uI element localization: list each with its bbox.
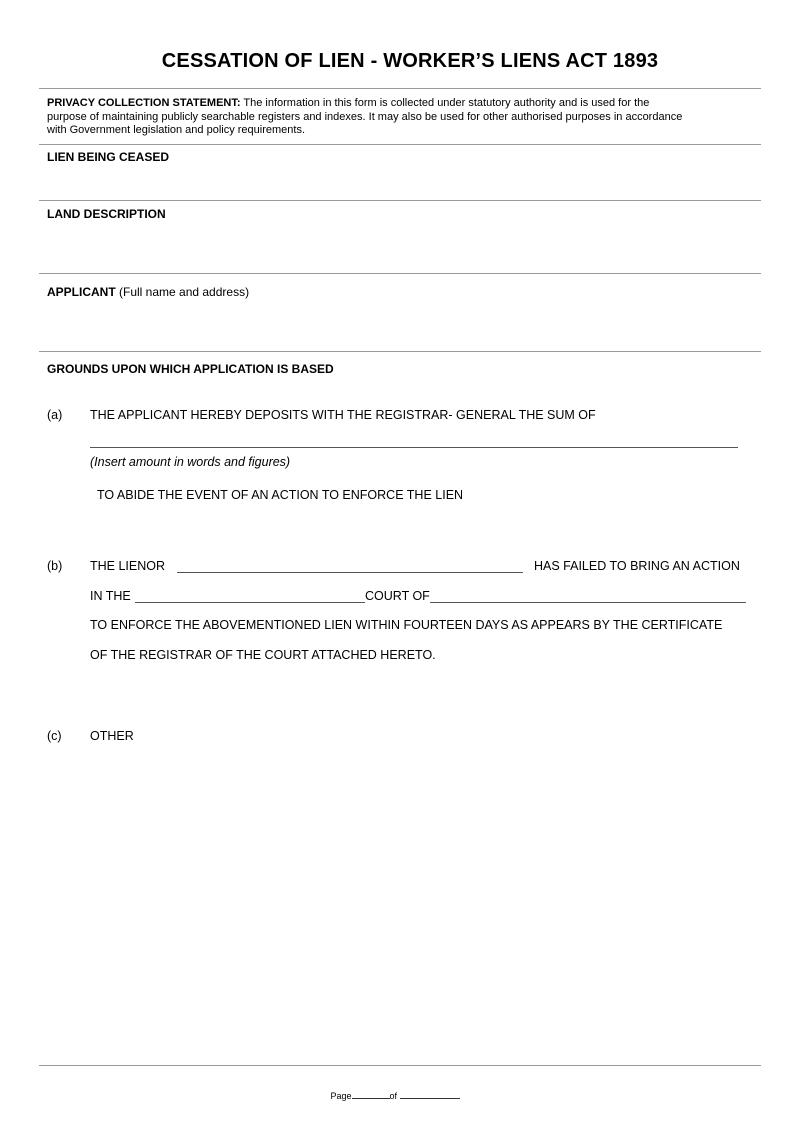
privacy-text-2: purpose of maintaining publicly searchable registers and indexes. It may also be used for other authorised purposes in accordance [47, 110, 683, 123]
page-number [0, 1087, 790, 1101]
lienor-name-field[interactable] [177, 572, 523, 573]
in-the-label: IN THE [90, 589, 131, 603]
other-label: OTHER [90, 729, 134, 743]
applicant-field[interactable] [39, 300, 761, 348]
privacy-statement [47, 97, 757, 138]
clause-b-text-3: TO ENFORCE THE ABOVEMENTIONED LIEN WITHIN FOURTEEN DAYS AS APPEARS BY THE CERTIFICATE [90, 618, 723, 632]
applicant-heading: APPLICANT [47, 285, 116, 299]
page-title: CESSATION OF LIEN - WORKER’S LIENS ACT 1893 [161, 50, 659, 72]
amount-hint: (Insert amount in words and figures) [90, 455, 291, 469]
privacy-text-3: with Government legislation and policy requirements. [47, 124, 306, 136]
deposit-amount-field[interactable] [90, 447, 738, 448]
clause-b-text-4: OF THE REGISTRAR OF THE COURT ATTACHED HERETO. [90, 648, 436, 662]
clause-a-text-2: TO ABIDE THE EVENT OF AN ACTION TO ENFORCE THE LIEN [97, 488, 464, 502]
applicant-label [47, 285, 249, 299]
land-description-label: LAND DESCRIPTION [47, 207, 166, 221]
court-of-label: COURT OF [365, 589, 430, 603]
clause-c-marker: (c) [47, 729, 62, 743]
applicant-note: (Full name and address) [115, 285, 250, 299]
total-pages-field[interactable] [400, 1087, 460, 1099]
lien-being-ceased-label: LIEN BEING CEASED [47, 150, 170, 164]
lienor-label: THE LIENOR [90, 559, 166, 573]
privacy-heading: PRIVACY COLLECTION STATEMENT: [47, 97, 241, 109]
page-number-field[interactable] [352, 1087, 390, 1099]
court-type-field[interactable] [135, 602, 365, 603]
divider [39, 144, 761, 145]
divider [39, 273, 761, 274]
court-location-field[interactable] [430, 602, 746, 603]
divider [39, 200, 761, 201]
failed-text: HAS FAILED TO BRING AN ACTION [534, 559, 740, 573]
other-grounds-field[interactable] [39, 750, 761, 1050]
clause-b-marker: (b) [47, 559, 63, 573]
privacy-text-1: The information in this form is collected under statutory authority and is used for the [240, 97, 650, 109]
clause-a-text: THE APPLICANT HEREBY DEPOSITS WITH THE REGISTRAR- GENERAL THE SUM OF [90, 408, 596, 422]
footer-divider [39, 1065, 761, 1066]
page-label: Page [330, 1091, 352, 1101]
grounds-label: GROUNDS UPON WHICH APPLICATION IS BASED [47, 362, 334, 376]
divider [39, 351, 761, 352]
land-description-field[interactable] [39, 222, 761, 270]
lien-being-ceased-field[interactable] [39, 160, 761, 198]
of-label: of [389, 1091, 398, 1101]
divider [39, 88, 761, 89]
clause-a-marker: (a) [47, 408, 63, 422]
